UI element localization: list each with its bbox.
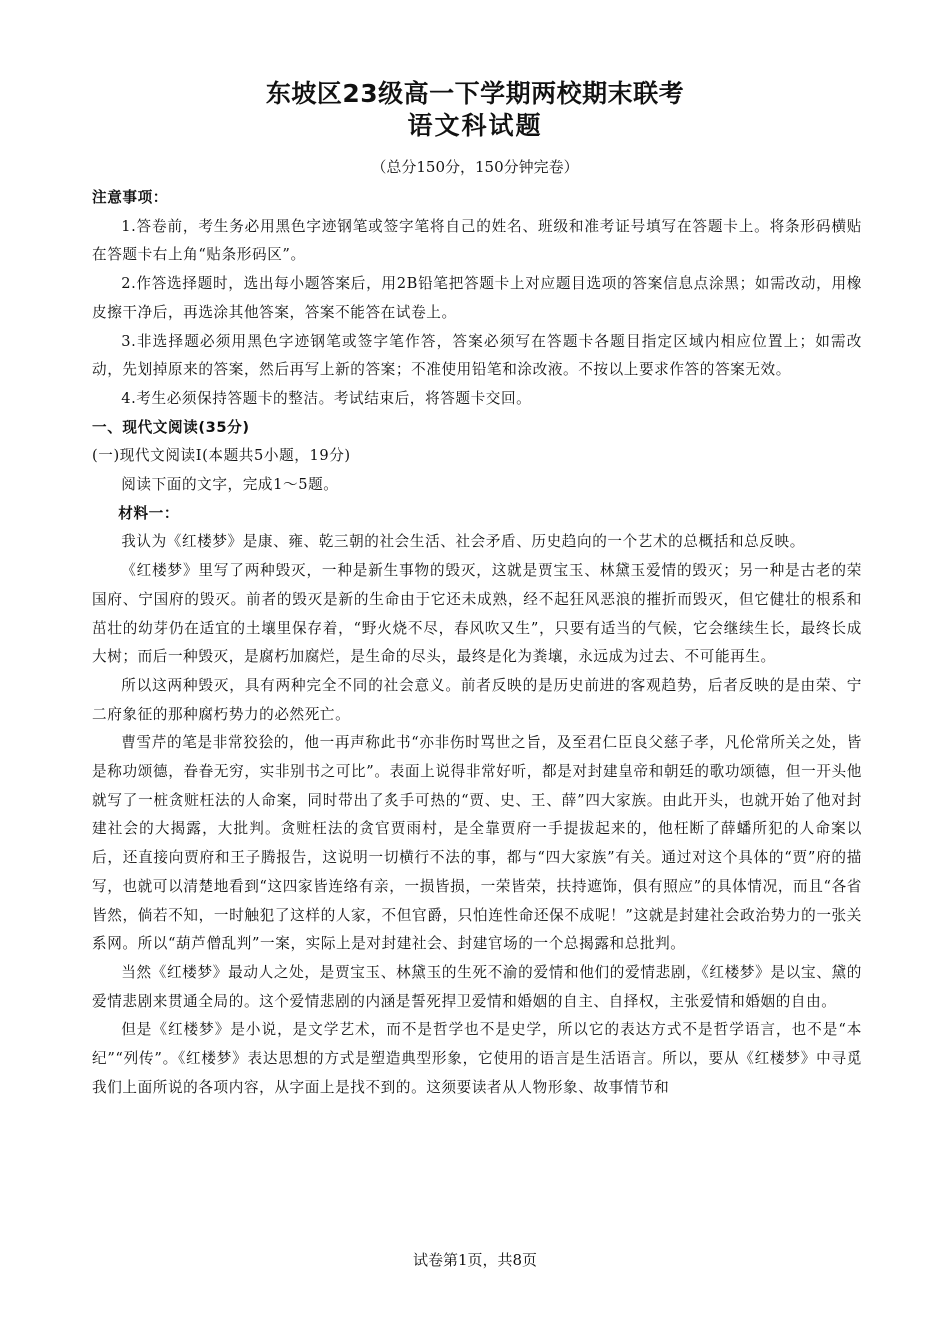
notice-block (92, 184, 862, 1103)
notice-item: 1.答卷前，考生务必用黑色字迹钢笔或签字笔将自己的姓名、班级和准考证号填写在答题卡上。将条形码横贴在答题卡右上角“贴条形码区”。 (92, 217, 862, 264)
subsection-heading: (一)现代文阅读Ⅰ(本题共5小题，19分) (92, 447, 351, 465)
passage-paragraph: 所以这两种毁灭，具有两种完全不同的社会意义。前者反映的是历史前进的客观趋势，后者反映的是由荣、宁二府象征的那种腐朽势力的必然死亡。 (92, 676, 862, 723)
notice-item: 2.作答选择题时，选出每小题答案后，用2B铅笔把答题卡上对应题目选项的答案信息点涂黑；如需改动，用橡皮擦干净后，再选涂其他答案，答案不能答在试卷上。 (92, 275, 862, 321)
passage-paragraph: 但是《红楼梦》是小说，是文学艺术，而不是哲学也不是史学，所以它的表达方式不是哲学语言，也不是“本纪”“列传”。《红楼梦》表达思想的方式是塑造典型形象，它使用的语言是生活语言。所以，要从《红楼梦》中寻觅我们上面所说的各项内容，从字面上是找不到的。这须要读者从人物形象、故事情节和 (92, 1021, 862, 1096)
reading-instruction: 阅读下面的文字，完成1～5题。 (121, 476, 339, 494)
passage-paragraph: 我认为《红楼梦》是康、雍、乾三朝的社会生活、社会矛盾、历史趋向的一个艺术的总概括和总反映。 (121, 533, 805, 551)
material-label: 材料一： (118, 504, 180, 522)
passage-paragraph: 曹雪芹的笔是非常狡狯的，他一再声称此书“亦非伤时骂世之旨，及至君仁臣良父慈子孝，凡伦常所关之处，皆是称功颂德，眷眷无穷，实非别书之可比”。表面上说得非常好听，都是对封建皇帝和朝廷的歌功颂德，但一开头他就写了一桩贪赃枉法的人命案，同时带出了炙手可热的“贾、史、王、薛”四大家族。由此开头，也就开始了他对封建社会的大揭露，大批判。贪赃枉法的贪官贾雨村，是全靠贾府一手提拔起来的，他枉断了薛蟠所犯的人命案以后，还直接向贾府和王子腾报告，这说明一切横行不法的事，都与“四大家族”有关。通过对这个具体的“贾”府的描写，也就可以清楚地看到“这四家皆连络有亲，一损皆损，一荣皆荣，扶持遮饰，俱有照应”的具体情况，而且“各省皆然，倘若不知，一时触犯了这样的人家，不但官爵，只怕连性命还保不成呢！”这就是封建社会政治势力的一张关系网。所以“葫芦僧乱判”一案，实际上是对封建社会、封建官场的一个总揭露和总批判。 (92, 734, 862, 953)
passage-paragraph: 当然《红楼梦》最动人之处，是贾宝玉、林黛玉的生死不渝的爱情和他们的爱情悲剧，《红楼梦》是以宝、黛的爱情悲剧来贯通全局的。这个爱情悲剧的内涵是誓死捍卫爱情和婚姻的自主、自择权，主张爱情和婚姻的自由。 (92, 963, 862, 1010)
subject-title: 语文科试题 (407, 111, 543, 140)
notice-item: 4.考生必须保持答题卡的整洁。考试结束后，将答题卡交回。 (121, 389, 532, 407)
notice-item: 3.非选择题必须用黑色字迹钢笔或签字笔作答，答案必须写在答题卡各题目指定区域内相应位置上；如需改动，先划掉原来的答案，然后再写上新的答案；不准使用铅笔和涂改液。不按以上要求作答的答案无效。 (92, 332, 862, 379)
exam-title: 东坡区23级高一下学期两校期末联考 (265, 79, 685, 108)
notice-heading: 注意事项： (92, 189, 168, 206)
section-heading: 一、现代文阅读(35分) (92, 418, 250, 436)
score-info: （总分150分，150分钟完卷） (371, 158, 579, 176)
passage-paragraph: 《红楼梦》里写了两种毁灭，一种是新生事物的毁灭，这就是贾宝玉、林黛玉爱情的毁灭；另一种是古老的荣国府、宁国府的毁灭。前者的毁灭是新的生命由于它还未成熟，经不起狂风恶浪的摧折而毁灭，但它健壮的根系和茁壮的幼芽仍在适宜的土壤里保存着，“野火烧不尽，春风吹又生”，只要有适当的气候，它会继续生长，最终长成大树；而后一种毁灭，是腐朽加腐烂，是生命的尽头，最终是化为粪壤，永远成为过去、不可能再生。 (92, 562, 862, 666)
page-footer: 试卷第1页，共8页 (412, 1251, 538, 1269)
